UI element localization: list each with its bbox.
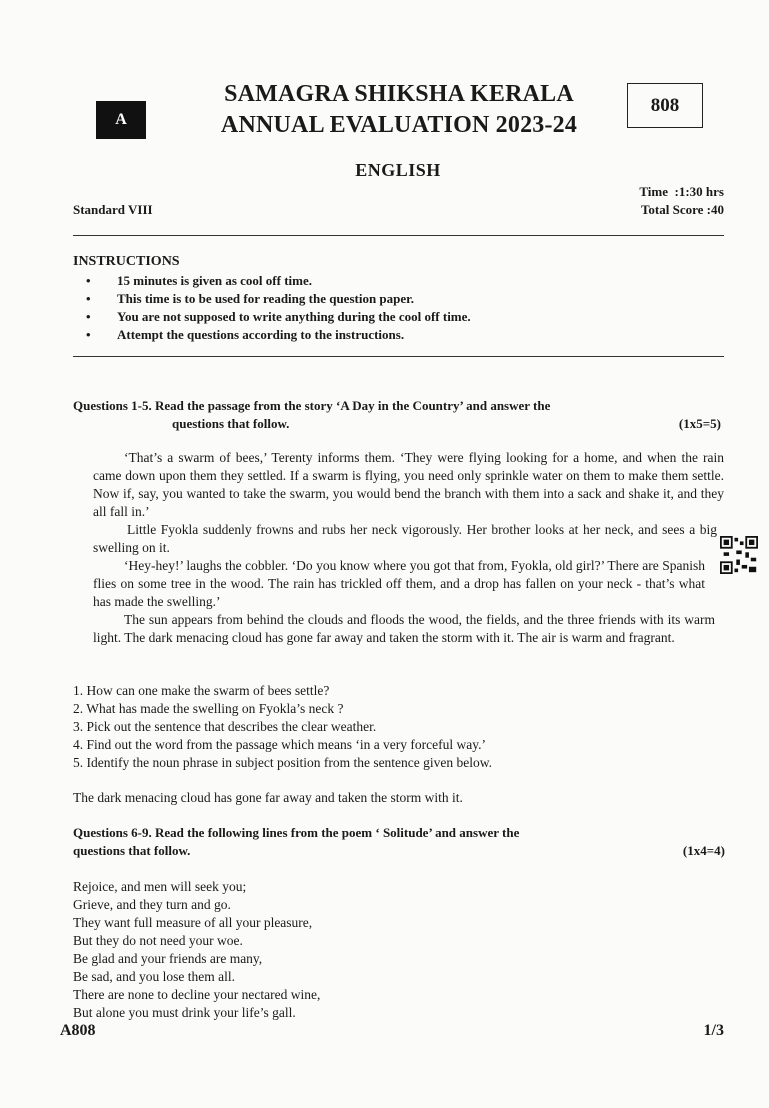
divider (73, 356, 724, 357)
poem-line: Be sad, and you lose them all. (73, 969, 235, 984)
poem-line: But alone you must drink your life’s gall. (73, 1005, 296, 1020)
page-number: 1/3 (703, 1022, 724, 1039)
time-label: Time :1:30 hrs (639, 184, 724, 199)
passage-paragraph: ‘Hey-hey!’ laughs the cobbler. ‘Do you know where you got that from, Fyokla, old girl?’ There are Spanish flies on some tree in the wood. The rain has trickled off them, and a drop has fallen on your neck - that’s what has made the swelling.’ (93, 558, 705, 609)
poem-line: They want full measure of all your pleasure, (73, 915, 313, 930)
section1-heading: Questions 1-5. Read the passage from the story ‘A Day in the Country’ and answer the (73, 398, 551, 413)
poem-line: But they do not need your woe. (73, 933, 243, 948)
instruction-item: • Attempt the questions according to the instructions. (86, 326, 471, 344)
section2-heading-cont: questions that follow. (73, 843, 191, 858)
instructions-list (86, 272, 471, 344)
section2-heading: Questions 6-9. Read the following lines from the poem ‘ Solitude’ and answer the (73, 825, 520, 840)
passage-paragraph: ‘That’s a swarm of bees,’ Terenty informs them. ‘They were flying looking for a home, and when the rain came down upon them they settled. If a swarm is flying, you need only sprinkle water on them to make them settle. Now if, say, you wanted to take the swarm, you would bend the branch with them into a sack and shake it, and they all fall in.’ (93, 450, 724, 519)
given-sentence: The dark menacing cloud has gone far away and taken the storm with it. (73, 790, 463, 805)
poem-line: Grieve, and they turn and go. (73, 897, 231, 912)
section1-score: (1x5=5) (678, 416, 721, 431)
instructions-heading: INSTRUCTIONS (73, 254, 180, 269)
total-score-label: Total Score :40 (640, 202, 724, 217)
question-item: 3. Pick out the sentence that describes the clear weather. (73, 719, 377, 734)
instruction-item: • 15 minutes is given as cool off time. (86, 272, 471, 290)
instruction-item: • You are not supposed to write anything during the cool off time. (86, 308, 471, 326)
poem-excerpt (73, 878, 320, 1022)
poem-line: There are none to decline your nectared wine, (73, 987, 321, 1002)
question-item: 1. How can one make the swarm of bees settle? (73, 683, 330, 698)
series-label: A (96, 101, 146, 139)
instruction-item: • This time is to be used for reading the question paper. (86, 290, 471, 308)
question-list (73, 682, 492, 772)
exam-title-line1: SAMAGRA SHIKSHA KERALA (224, 81, 574, 107)
footer-code: A808 (60, 1022, 96, 1039)
question-item: 2. What has made the swelling on Fyokla’s neck ? (73, 701, 344, 716)
question-item: 5. Identify the noun phrase in subject position from the sentence given below. (73, 755, 493, 770)
exam-title-line2: ANNUAL EVALUATION 2023-24 (220, 112, 578, 138)
standard-label: Standard VIII (73, 202, 153, 217)
divider (73, 235, 724, 236)
qr-code-icon (720, 536, 758, 574)
poem-line: Be glad and your friends are many, (73, 951, 263, 966)
paper-code-box: 808 (627, 83, 703, 128)
poem-line: Rejoice, and men will seek you; (73, 879, 247, 894)
section2-score: (1x4=4) (682, 843, 725, 858)
passage-paragraph: Little Fyokla suddenly frowns and rubs her neck vigorously. Her brother looks at her neck, and sees a big swelling on it. (93, 522, 717, 555)
question-item: 4. Find out the word from the passage which means ‘in a very forceful way.’ (73, 737, 487, 752)
subject-title: ENGLISH (355, 160, 441, 180)
section1-heading-cont: questions that follow. (172, 416, 290, 431)
passage-paragraph: The sun appears from behind the clouds and floods the wood, the fields, and the three friends with its warm light. The dark menacing cloud has gone far away and taken the storm with it. The air is warm and fragrant. (93, 612, 715, 645)
